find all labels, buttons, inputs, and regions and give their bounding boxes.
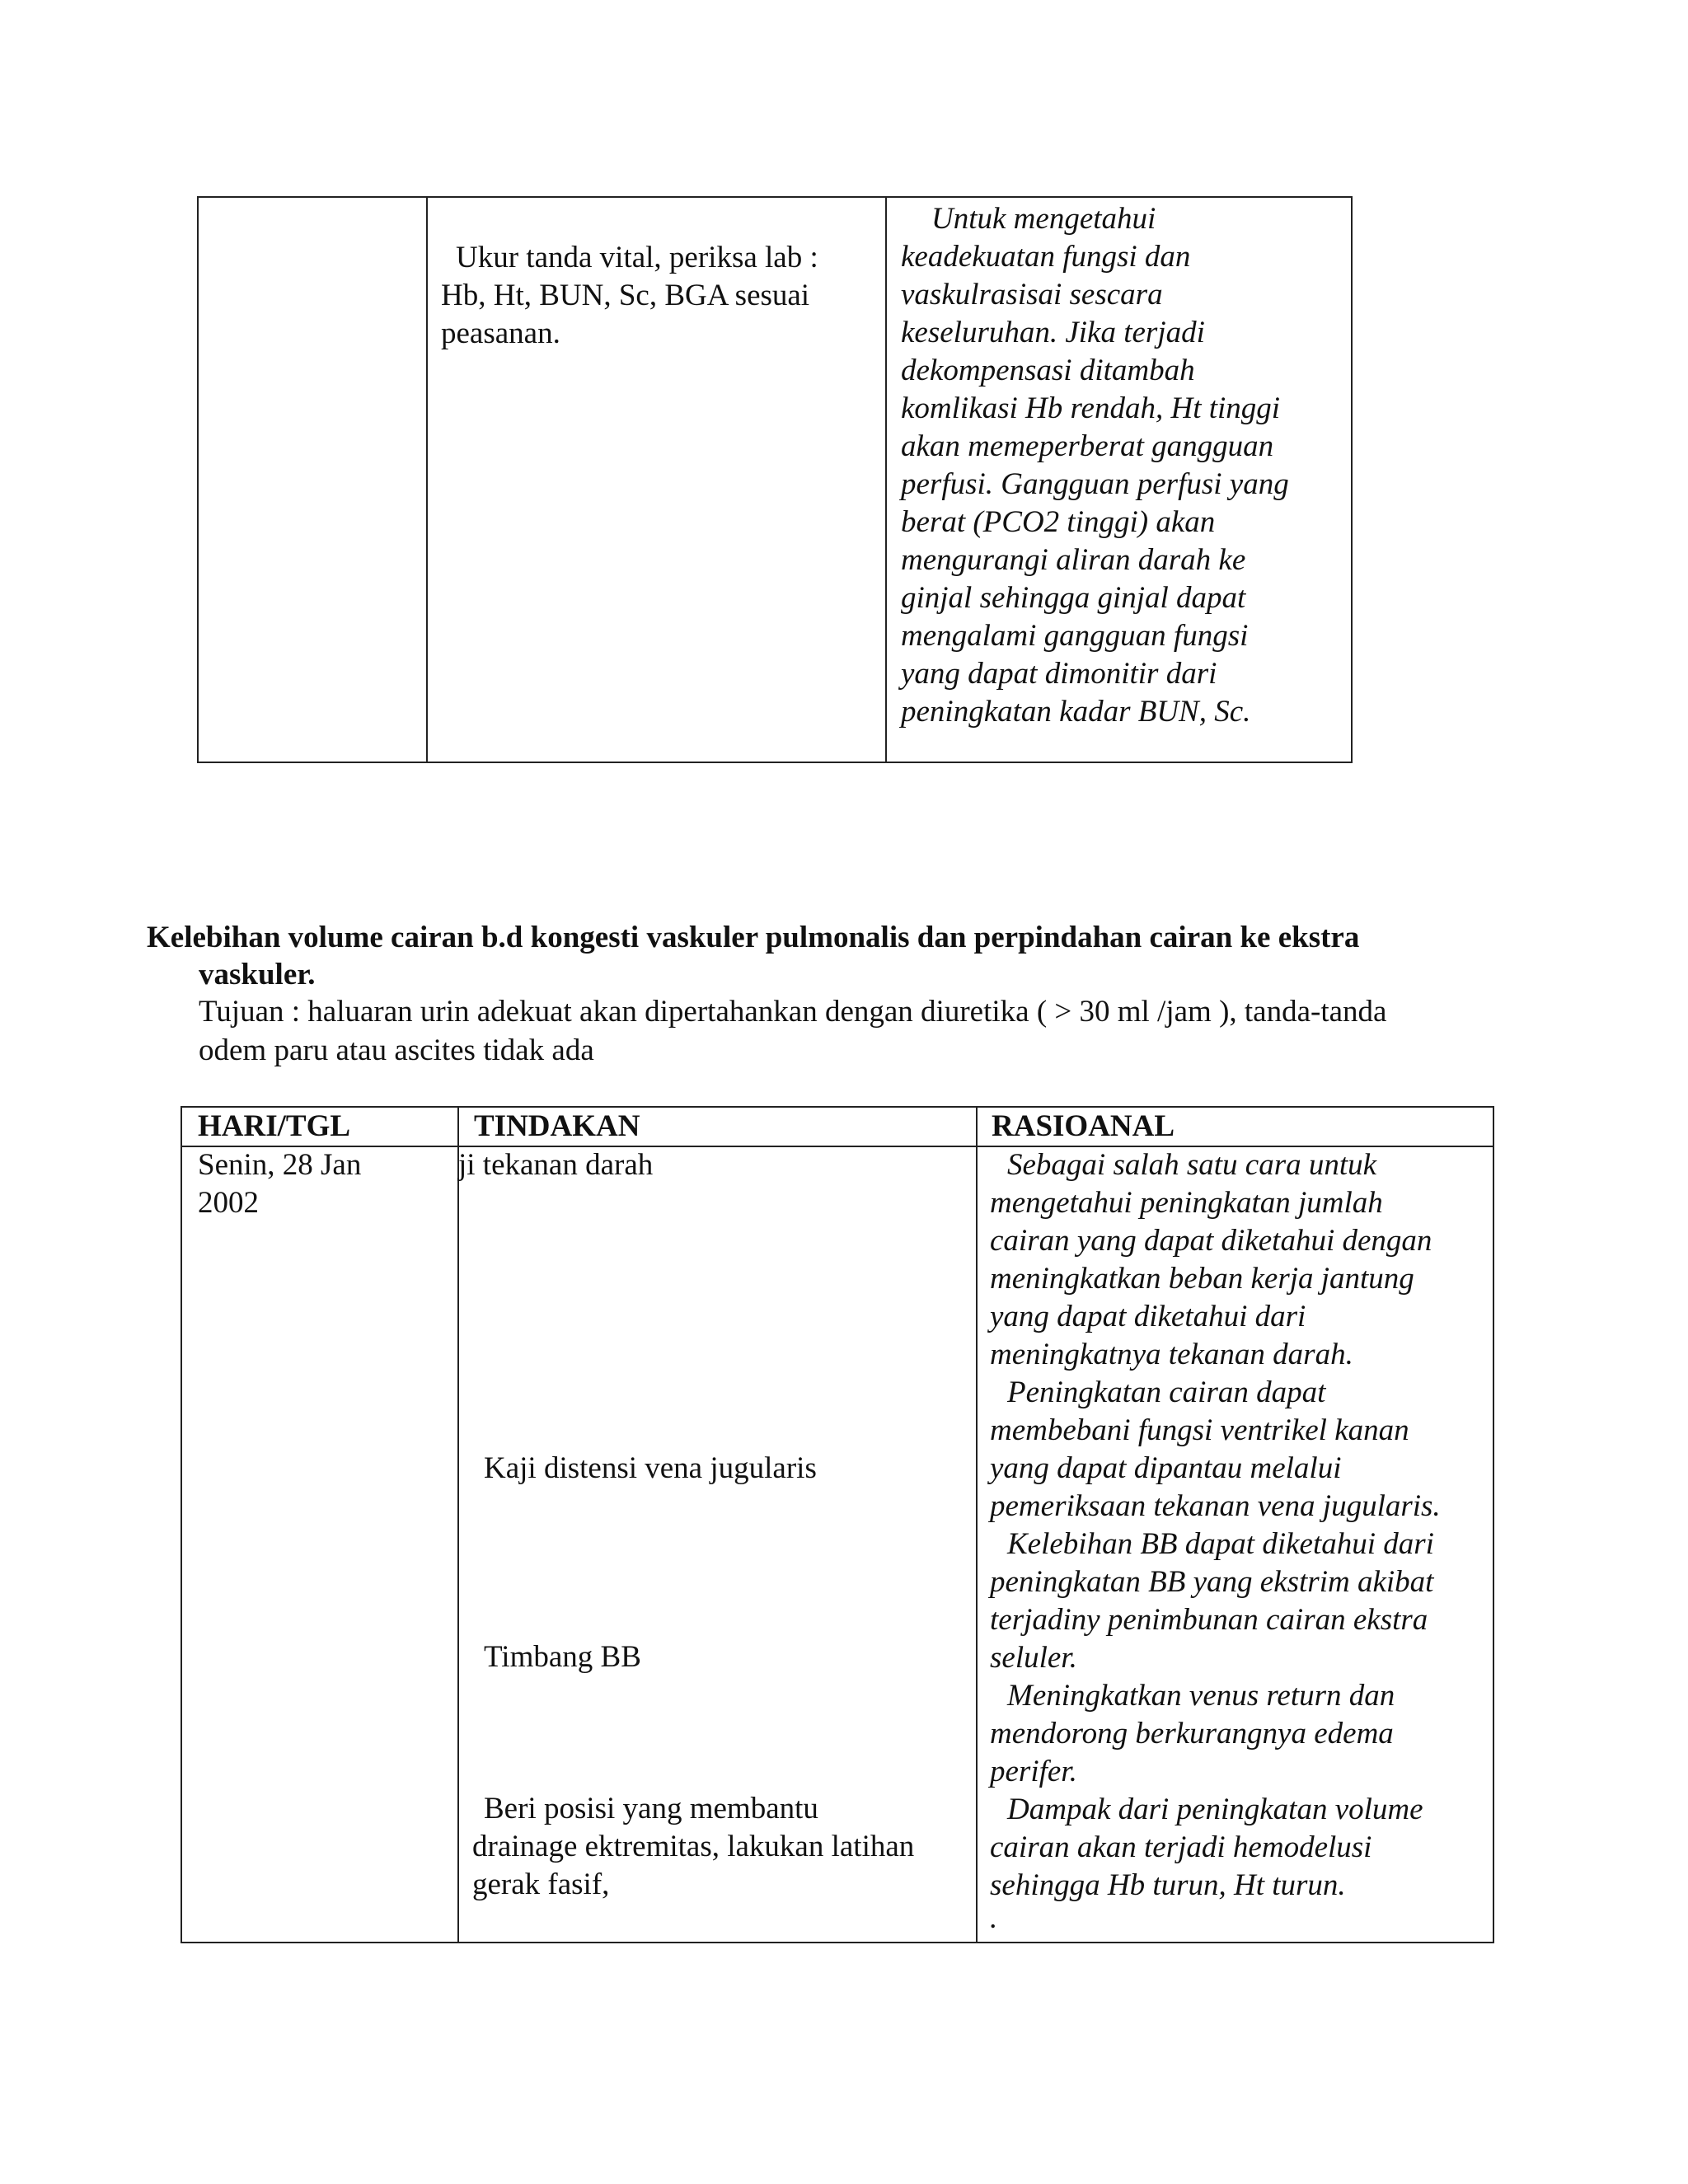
text-line: yang dapat dipantau melalui bbox=[990, 1451, 1342, 1485]
text-line: Dampak dari peningkatan volume bbox=[1007, 1793, 1423, 1826]
table-2-border-top bbox=[181, 1106, 1494, 1108]
text-line: yang dapat dimonitir dari bbox=[901, 657, 1217, 691]
table-1-border-left bbox=[197, 196, 199, 763]
text-line: mengetahui peningkatan jumlah bbox=[990, 1186, 1383, 1220]
text-line: mendorong berkurangnya edema bbox=[990, 1717, 1394, 1750]
text-line: sehingga Hb turun, Ht turun. bbox=[990, 1868, 1346, 1902]
text-line: keadekuatan fungsi dan bbox=[901, 240, 1191, 274]
text-line: perifer. bbox=[990, 1755, 1077, 1788]
tindakan-item: Beri posisi yang membantu bbox=[484, 1792, 818, 1825]
text-line: mengalami gangguan fungsi bbox=[901, 619, 1249, 653]
text-line: Kelebihan BB dapat diketahui dari bbox=[1007, 1527, 1434, 1561]
text-line: meningkatnya tekanan darah. bbox=[990, 1338, 1353, 1371]
text-line: keseluruhan. Jika terjadi bbox=[901, 316, 1205, 349]
text-line: komlikasi Hb rendah, Ht tinggi bbox=[901, 391, 1281, 425]
column-header-rasional: RASIOANAL bbox=[992, 1109, 1175, 1143]
heading-line: vaskuler. bbox=[199, 958, 316, 991]
table-1-divider-2 bbox=[885, 196, 887, 763]
text-line: ginjal sehingga ginjal dapat bbox=[901, 581, 1246, 615]
text-line: Peningkatan cairan dapat bbox=[1007, 1376, 1326, 1409]
text-line: Senin, 28 Jan bbox=[198, 1148, 362, 1182]
tujuan-line: odem paru atau ascites tidak ada bbox=[199, 1033, 594, 1067]
text-line: cairan yang dapat diketahui dengan bbox=[990, 1224, 1432, 1258]
text-line: peningkatan kadar BUN, Sc. bbox=[901, 695, 1251, 729]
column-header-tindakan: TINDAKAN bbox=[474, 1109, 640, 1143]
table-1-divider-1 bbox=[426, 196, 428, 763]
table-1-border-top bbox=[197, 196, 1353, 198]
tindakan-item: gerak fasif, bbox=[472, 1868, 610, 1901]
text-line: berat (PCO2 tinggi) akan bbox=[901, 505, 1216, 539]
table-1-border-right bbox=[1351, 196, 1353, 763]
text-line: Ukur tanda vital, periksa lab : bbox=[456, 241, 818, 274]
table-2-divider-2 bbox=[976, 1106, 978, 1943]
table-2-border-bottom bbox=[181, 1942, 1494, 1943]
text-line: . bbox=[990, 1901, 998, 1935]
text-line: pemeriksaan tekanan vena jugularis. bbox=[990, 1489, 1441, 1523]
text-line: seluler. bbox=[990, 1641, 1077, 1675]
tindakan-item: Timbang BB bbox=[484, 1640, 641, 1674]
text-line: Hb, Ht, BUN, Sc, BGA sesuai bbox=[441, 279, 810, 312]
table-1-border-bottom bbox=[197, 762, 1353, 763]
column-header-hari: HARI/TGL bbox=[198, 1109, 351, 1143]
text-line: peasanan. bbox=[441, 316, 560, 350]
tindakan-item: drainage ektremitas, lakukan latihan bbox=[472, 1830, 915, 1863]
text-line: yang dapat diketahui dari bbox=[990, 1300, 1306, 1333]
text-line: akan memeperberat gangguan bbox=[901, 429, 1274, 463]
table-2-divider-1 bbox=[457, 1106, 459, 1943]
text-line: dekompensasi ditambah bbox=[901, 354, 1195, 387]
tujuan-line: Tujuan : haluaran urin adekuat akan dipertahankan dengan diuretika ( > 30 ml /jam ), tanda-tanda bbox=[199, 995, 1387, 1029]
text-line: 2002 bbox=[198, 1186, 259, 1220]
text-line: Untuk mengetahui bbox=[931, 202, 1156, 236]
heading-line: Kelebihan volume cairan b.d kongesti vaskuler pulmonalis dan perpindahan cairan ke ekstra bbox=[147, 921, 1360, 954]
table-2-border-left bbox=[181, 1106, 182, 1943]
text-line: mengurangi aliran darah ke bbox=[901, 543, 1246, 577]
text-line: meningkatkan beban kerja jantung bbox=[990, 1262, 1414, 1296]
tindakan-item: Kaji distensi vena jugularis bbox=[484, 1451, 817, 1485]
text-line: Sebagai salah satu cara untuk bbox=[1007, 1148, 1377, 1182]
text-line: cairan akan terjadi hemodelusi bbox=[990, 1830, 1372, 1864]
text-line: perfusi. Gangguan perfusi yang bbox=[901, 467, 1289, 501]
text-line: terjadiny penimbunan cairan ekstra bbox=[990, 1603, 1428, 1637]
text-line: membebani fungsi ventrikel kanan bbox=[990, 1413, 1409, 1447]
table-2-border-right bbox=[1493, 1106, 1494, 1943]
tindakan-item: ji tekanan darah bbox=[458, 1148, 654, 1182]
text-line: peningkatan BB yang ekstrim akibat bbox=[990, 1565, 1434, 1599]
text-line: vaskulrasisai sescara bbox=[901, 278, 1163, 312]
text-line: Meningkatkan venus return dan bbox=[1007, 1679, 1395, 1713]
